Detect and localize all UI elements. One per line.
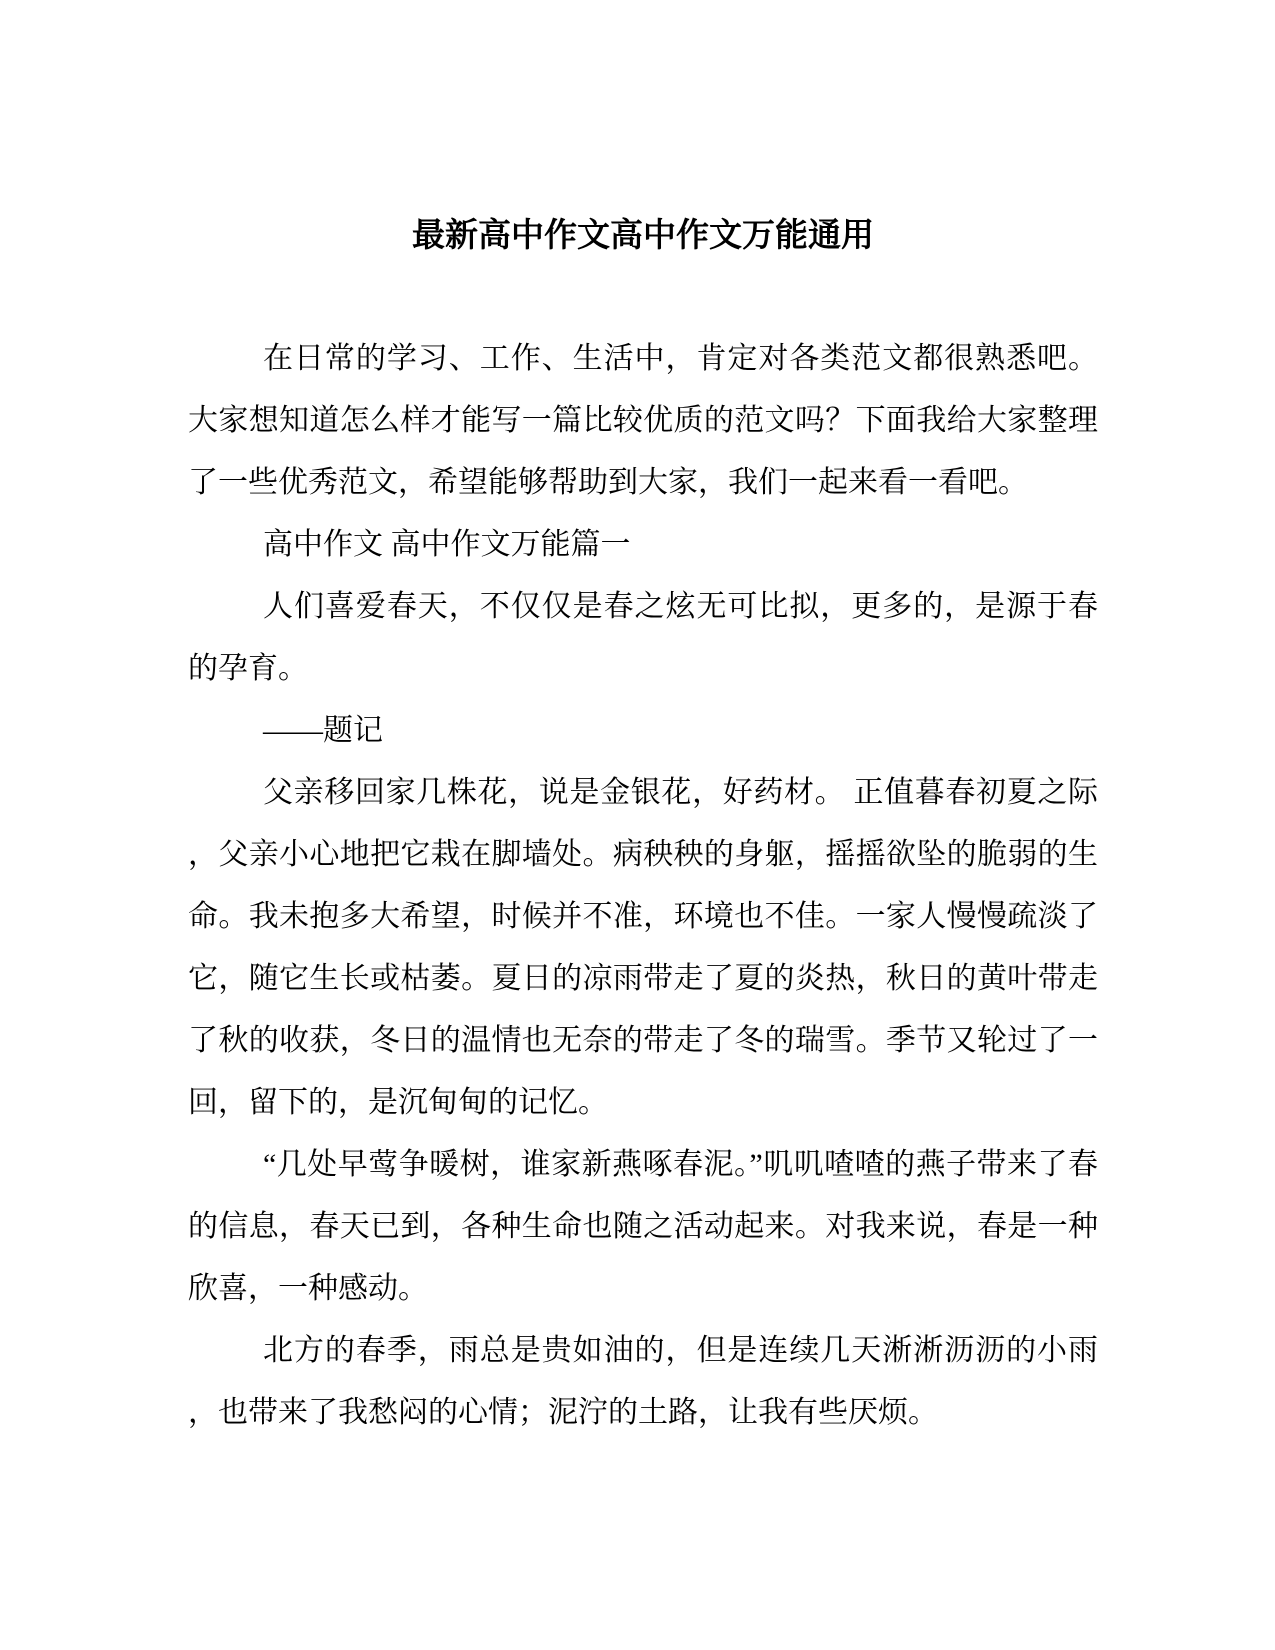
paragraph: 在日常的学习、工作、生活中，肯定对各类范文都很熟悉吧。大家想知道怎么样才能写一篇比较优质的范文吗？下面我给大家整理了一些优秀范文，希望能够帮助到大家，我们一起来看一看吧。 xyxy=(188,342,1098,499)
paragraph: 人们喜爱春天，不仅仅是春之炫无可比拟，更多的，是源于春的孕育。 xyxy=(188,590,1098,685)
paragraph: “几处早莺争暖树，谁家新燕啄春泥。”叽叽喳喳的燕子带来了春的信息，春天已到，各种生命也随之活动起来。对我来说，春是一种欣喜，一种感动。 xyxy=(188,1148,1098,1305)
paragraph: 北方的春季，雨总是贵如油的，但是连续几天淅淅沥沥的小雨，也带来了我愁闷的心情；泥泞的土路，让我有些厌烦。 xyxy=(188,1334,1098,1429)
paragraph: ——题记 xyxy=(263,714,383,747)
essay-body xyxy=(188,328,1098,1444)
paragraph: 高中作文 高中作文万能篇一 xyxy=(263,528,631,561)
document-content xyxy=(188,204,1098,1444)
page-title: 最新高中作文高中作文万能通用 xyxy=(412,216,874,253)
paragraph: 父亲移回家几株花，说是金银花，好药材。 正值暮春初夏之际，父亲小心地把它栽在脚墙处。病秧秧的身躯，摇摇欲坠的脆弱的生命。我未抱多大希望，时候并不准，环境也不佳。一家人慢慢疏淡了它，随它生长或枯萎。夏日的凉雨带走了夏的炎热，秋日的黄叶带走了秋的收获，冬日的温情也无奈的带走了冬的瑞雪。季节又轮过了一回，留下的，是沉甸甸的记忆。 xyxy=(188,776,1098,1119)
